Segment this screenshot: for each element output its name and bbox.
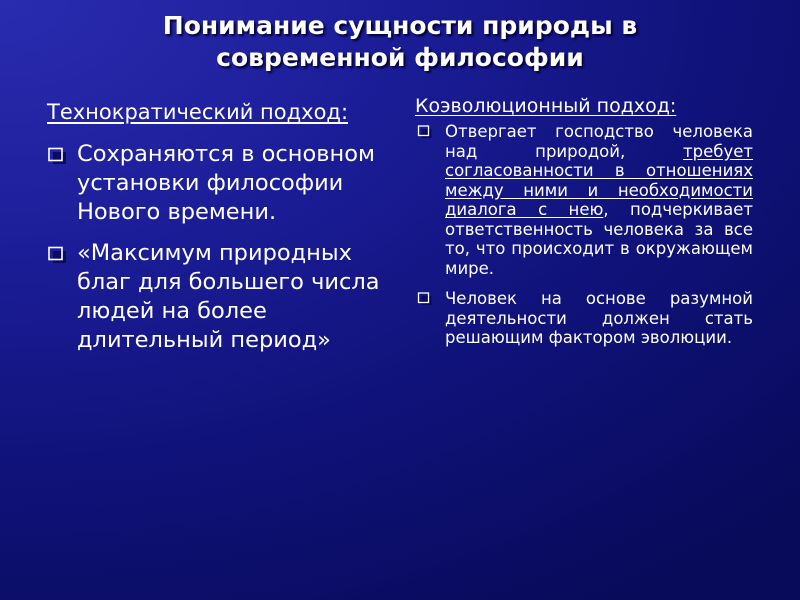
technocratic-bullet-list [47,140,387,355]
technocratic-column [47,98,387,367]
technocratic-bullet-1-text: Сохраняются в основном установки философии Нового времени. [77,141,375,225]
technocratic-bullet-2 [47,239,387,355]
coevolution-bullet-1-part-2: , подчеркивает ответственность человека за все то, что происходит в окружающем мире. [445,200,753,278]
coevolution-bullet-1-underlined: требует согласованности в отношениях между ними и необходимости диалога с нею [445,141,753,219]
slide-title [0,10,800,74]
hollow-square-icon [47,246,69,264]
coevolution-bullet-2 [415,289,753,348]
coevolution-bullet-2-text: Человек на основе разумной деятельности должен стать решающим фактором эволюции. [445,289,753,347]
coevolution-heading: Коэволюционный подход: [415,95,677,117]
slide-title-line-2: современной философии [216,43,584,72]
technocratic-bullet-2-text: «Максимум природных благ для большего числа людей на более длительный период» [77,240,380,353]
slide-title-line-1: Понимание сущности природы в [162,11,638,40]
coevolution-bullet-1-text [445,122,753,278]
technocratic-bullet-1 [47,140,387,227]
hollow-square-icon [47,147,69,165]
coevolution-column [415,94,753,359]
coevolution-bullet-list [415,122,753,348]
coevolution-bullet-1-part-1: Отвергает господство человека над природой, [445,122,753,161]
hollow-square-icon [417,292,433,306]
coevolution-bullet-1 [415,122,753,278]
technocratic-heading: Технократический подход: [47,100,349,124]
hollow-square-icon [417,125,433,139]
